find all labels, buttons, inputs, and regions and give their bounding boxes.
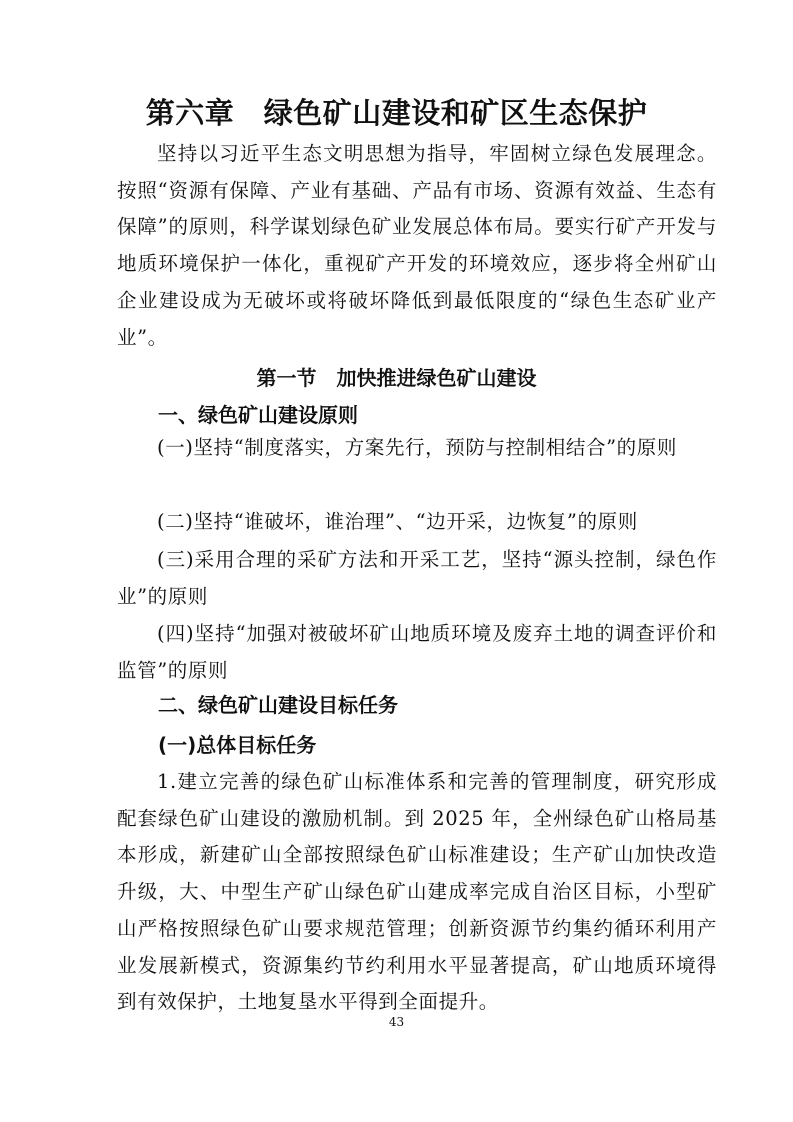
targets-paragraph: 1.建立完善的绿色矿山标准体系和完善的管理制度，研究形成配套绿色矿山建设的激励机制。到 2025 年，全州绿色矿山格局基本形成，新建矿山全部按照绿色矿山标准建设；生产矿山加快改造升级，大、中型生产矿山绿色矿山建成率完成自治区目标，小型矿山严格按照绿色矿山要求规范管理；创新资源节约集约循环利用产业发展新模式，资源集约节约利用水平显著提高，矿山地质环境得到有效保护，土地复垦水平得到全面提升。: [117, 770, 717, 1014]
intro-paragraph: 坚持以习近平生态文明思想为指导，牢固树立绿色发展理念。按照“资源有保障、产业有基础、产品有市场、资源有效益、生态有保障”的原则，科学谋划绿色矿业发展总体布局。要实行矿产开发与地质环境保护一体化，重视矿产开发的环境效应，逐步将全州矿山企业建设成为无破坏或将破坏降低到最低限度的“绿色生态矿业产业”。: [117, 142, 717, 349]
principle-item-2: (二)坚持“谁破坏，谁治理”、“边开采，边恢复”的原则: [157, 510, 638, 533]
principles-heading: 一、绿色矿山建设原则: [158, 403, 358, 427]
principle-item-1: (一)坚持“制度落实，方案先行，预防与控制相结合”的原则: [157, 436, 677, 459]
overall-targets-subheading: (一)总体目标任务: [158, 733, 317, 757]
targets-heading: 二、绿色矿山建设目标任务: [158, 693, 398, 717]
principle-item-4: (四)坚持“加强对被破坏矿山地质环境及废弃土地的调查评价和监管”的原则: [117, 622, 717, 682]
chapter-title: 第六章 绿色矿山建设和矿区生态保护: [145, 96, 648, 130]
section-title: 第一节 加快推进绿色矿山建设: [256, 366, 537, 390]
principle-item-3: (三)采用合理的采矿方法和开采工艺，坚持“源头控制，绿色作业”的原则: [117, 548, 717, 608]
page-number: 43: [388, 1015, 405, 1029]
